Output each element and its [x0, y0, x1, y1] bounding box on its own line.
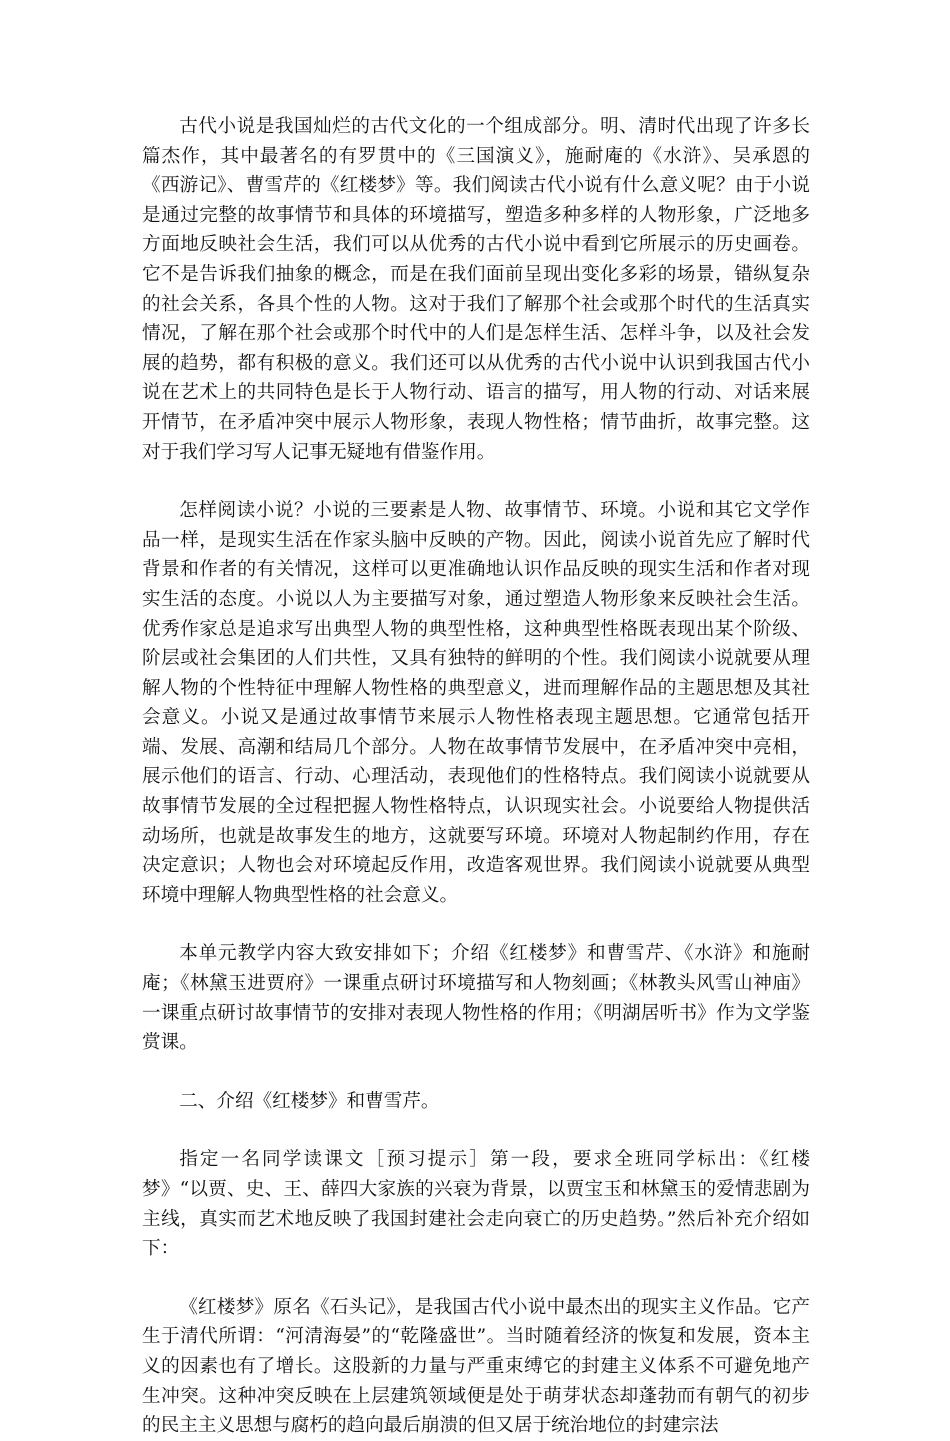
paragraph-hongloumeng-intro: 《红楼梦》原名《石头记》，是我国古代小说中最杰出的现实主义作品。它产生于清代所谓：“河清海晏”的“乾隆盛世”。当时随着经济的恢复和发展，资本主义的因素也有了增长。这股新的力量与严重束缚它的封建主义体系不可避免地产生冲突。这种冲突反映在上层建筑领域便是处于萌芽状态却蓬勃而有朝气的初步的民主主义思想与腐朽的趋向最后崩溃的但又居于统治地位的封建宗法 [142, 1296, 810, 1437]
paragraph-ancient-novels-significance: 古代小说是我国灿烂的古代文化的一个组成部分。明、清时代出现了许多长篇杰作，其中最著名的有罗贯中的《三国演义》，施耐庵的《水浒》、吴承恩的《西游记》、曹雪芹的《红楼梦》等。我们阅读古代小说有什么意义呢？由于小说是通过完整的故事情节和具体的环境描写，塑造多种多样的人物形象，广泛地多方面地反映社会生活，我们可以从优秀的古代小说中看到它所展示的历史画卷。它不是告诉我们抽象的概念，而是在我们面前呈现出变化多彩的场景，错纵复杂的社会关系，各具个性的人物。这对于我们了解那个社会或那个时代的生活真实情况，了解在那个社会或那个时代中的人们是怎样生活、怎样斗争，以及社会发展的趋势，都有积极的意义。我们还可以从优秀的古代小说中认识到我国古代小说在艺术上的共同特色是长于人物行动、语言的描写，用人物的行动、对话来展开情节，在矛盾冲突中展示人物形象，表现人物性格；情节曲折，故事完整。这对于我们学习写人记事无疑地有借鉴作用。 [142, 116, 810, 463]
paragraph-how-to-read-novels: 怎样阅读小说？小说的三要素是人物、故事情节、环境。小说和其它文学作品一样，是现实生活在作家头脑中反映的产物。因此，阅读小说首先应了解时代背景和作者的有关情况，这样可以更准确地认识作品反映的现实生活和作者对现实生活的态度。小说以人为主要描写对象，通过塑造人物形象来反映社会生活。优秀作家总是追求写出典型人物的典型性格，这种典型性格既表现出某个阶级、阶层或社会集团的人们共性，又具有独特的鲜明的个性。我们阅读小说就要从理解人物的个性特征中理解人物性格的典型意义，进而理解作品的主题思想及其社会意义。小说又是通过故事情节来展示人物性格表现主题思想。它通常包括开端、发展、高潮和结局几个部分。人物在故事情节发展中，在矛盾冲突中亮相，展示他们的语言、行动、心理活动，表现他们的性格特点。我们阅读小说就要从故事情节发展的全过程把握人物性格特点，认识现实社会。小说要给人物提供活动场所，也就是故事发生的地方，这就要写环境。环境对人物起制约作用，存在决定意识；人物也会对环境起反作用，改造客观世界。我们阅读小说就要从典型环境中理解人物典型性格的社会意义。 [142, 500, 810, 906]
document-body [142, 112, 810, 1441]
section-heading-hongloumeng: 二、介绍《红楼梦》和曹雪芹。 [179, 1090, 440, 1112]
paragraph-reading-instruction: 指定一名同学读课文［预习提示］第一段，要求全班同学标出：《红楼梦》“以贾、史、王、薛四大家族的兴衰为背景，以贾宝玉和林黛玉的爱情悲剧为主线，真实而艺术地反映了我国封建社会走向衰亡的历史趋势。”然后补充介绍如下： [142, 1149, 810, 1260]
paragraph-unit-arrangement: 本单元教学内容大致安排如下；介绍《红楼梦》和曹雪芹、《水浒》和施耐庵；《林黛玉进贾府》一课重点研讨环境描写和人物刻画；《林教头风雪山神庙》一课重点研讨故事情节的安排对表现人物性格的作用；《明湖居听书》作为文学鉴赏课。 [142, 943, 810, 1054]
